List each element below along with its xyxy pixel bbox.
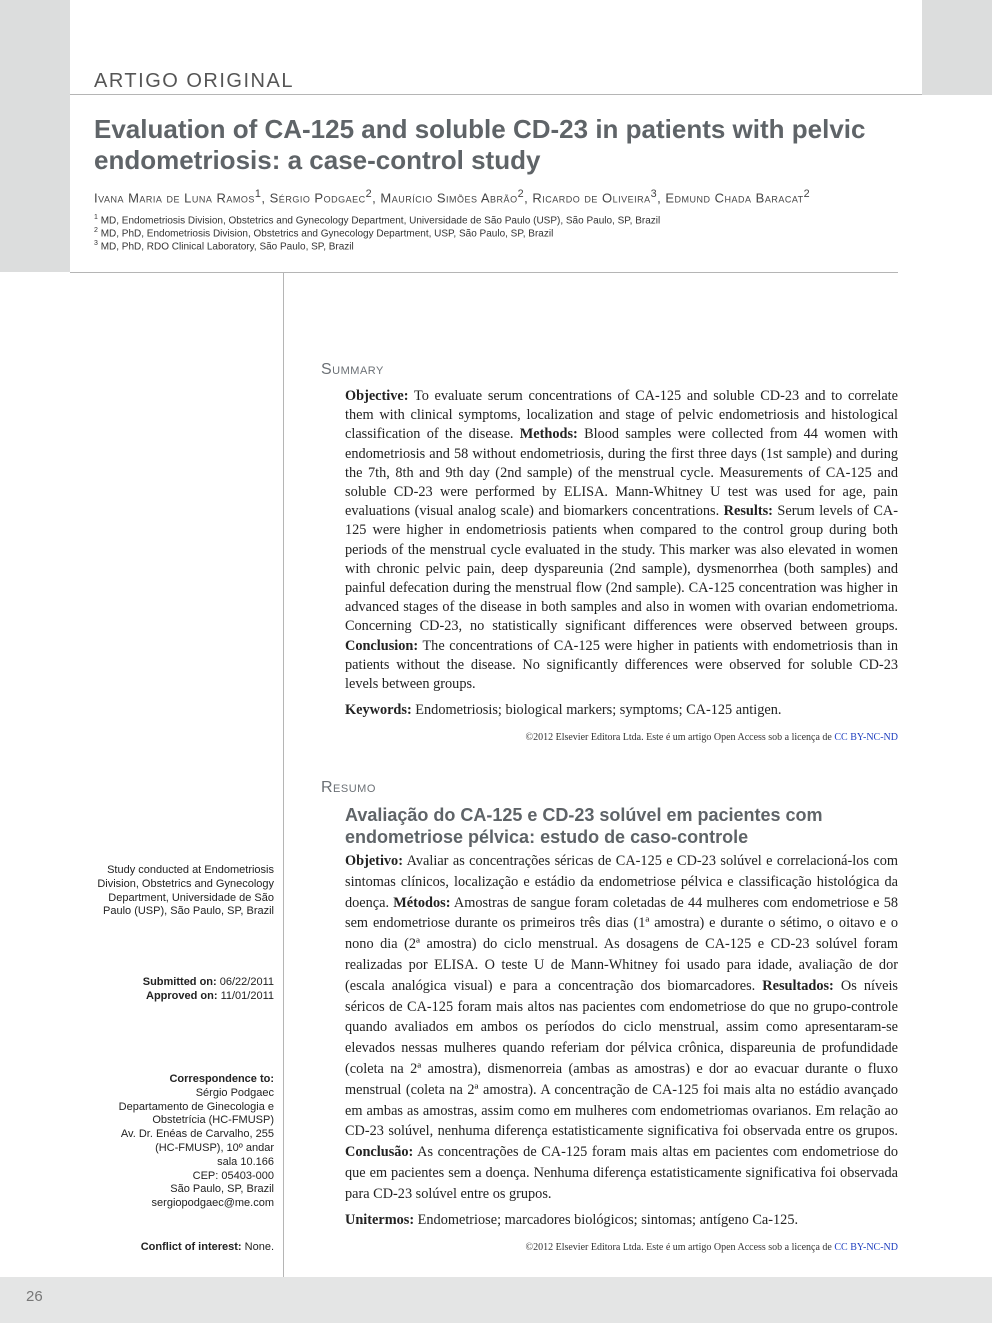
affiliation bbox=[94, 240, 354, 252]
article-title: Evaluation of CA-125 and soluble CD-23 in patients with pelvic endometriosis: a case-control study bbox=[94, 114, 866, 175]
affiliation-text: MD, PhD, Endometriosis Division, Obstetrics and Gynecology Department, USP, São Paulo, SP, Brazil bbox=[100, 228, 554, 240]
submitted-value: 06/22/2011 bbox=[219, 976, 274, 988]
author-sup: 2 bbox=[803, 188, 811, 200]
author-name: Sérgio Podgaec bbox=[269, 190, 366, 206]
approved-value: 11/01/2011 bbox=[220, 990, 274, 1002]
correspondence-line: CEP: 05403-000 bbox=[192, 1169, 274, 1182]
summary-objective-label: Objective: bbox=[345, 388, 409, 404]
summary-keywords bbox=[345, 702, 898, 719]
summary-keywords-text: Endometriosis; biological markers; symptoms; CA-125 antigen. bbox=[415, 702, 782, 718]
summary-heading: Summary bbox=[321, 361, 384, 378]
affiliation-sup: 2 bbox=[94, 227, 98, 234]
author-sup: 1 bbox=[254, 188, 262, 200]
author-sup: 2 bbox=[365, 188, 373, 200]
copyright-text: ©2012 Elsevier Editora Ltda. Este é um artigo Open Access sob a licença de bbox=[525, 1242, 835, 1253]
page-number: 26 bbox=[26, 1288, 43, 1305]
column-divider bbox=[283, 273, 284, 1277]
resumo-keywords bbox=[345, 1212, 898, 1229]
affiliation-text: MD, Endometriosis Division, Obstetrics and Gynecology Department, Universidade de São Paulo (USP), São Paulo, SP, Brazil bbox=[100, 215, 661, 227]
resumo-heading: Resumo bbox=[321, 779, 376, 796]
summary-keywords-label: Keywords: bbox=[345, 702, 412, 718]
author-sup: 2 bbox=[517, 188, 525, 200]
approved-date bbox=[88, 990, 274, 1004]
header-band-left bbox=[0, 0, 70, 272]
correspondence-email[interactable]: sergiopodgaec@me.com bbox=[151, 1197, 274, 1210]
resumo-keywords-label: Unitermos: bbox=[345, 1212, 415, 1228]
copyright-text: ©2012 Elsevier Editora Ltda. Este é um artigo Open Access sob a licença de bbox=[525, 732, 835, 743]
correspondence-line: sala 10.166 bbox=[217, 1155, 274, 1168]
submitted-date bbox=[88, 976, 274, 990]
resumo-body bbox=[345, 851, 898, 1205]
resumo-copyright bbox=[345, 1242, 898, 1253]
conflict-of-interest bbox=[88, 1241, 274, 1255]
section-rule bbox=[70, 272, 898, 273]
author-sup: 3 bbox=[650, 188, 658, 200]
section-label: ARTIGO ORIGINAL bbox=[94, 70, 294, 92]
header-band-right bbox=[922, 0, 992, 95]
author-name: Ivana Maria de Luna Ramos bbox=[94, 190, 255, 206]
resumo-results: Os níveis séricos de CA-125 foram mais altos nas pacientes com endometriose do que no grupo-controle quando avaliados em ambos os períodos do ciclo menstrual, assim como apresentaram-se elevados nessas mulheres quando referiam dor pélvica crônica, dispareunia de profundidade (coleta na 2ª amostra), dismenorreia (ambas as amostras) e dor ao evacuar durante o fluxo menstrual (coleta na 2ª amostra). A concentração de CA-125 foi mais alta no estádio avançado em ambas as amostras, assim como em mulheres com endometriomas ovarianos. Em relação ao CD-23 solúvel, nenhuma diferença estatisticamente significativa foi observada entre os grupos. bbox=[345, 977, 898, 1140]
conflict-label: Conflict of interest: bbox=[140, 1241, 242, 1253]
footer-band bbox=[0, 1277, 992, 1323]
resumo-objective-label: Objetivo: bbox=[345, 853, 403, 869]
summary-results: Serum levels of CA-125 were higher in endometriosis patients when compared to the control group during both periods of the menstrual cycle evaluated in the study. This marker was also elevated in women with chronic pelvic pain, deep dyspareunia (2nd sample), dysmenorrhea (both samples) and painful defecation during the menstrual flow (2nd sample). CA-125 concentration was higher in advanced stages of the disease in both samples and also in women with ovarian endometrioma. Concerning CD-23, no statistically significant differences were observed between groups. bbox=[345, 503, 899, 635]
approved-label: Approved on: bbox=[146, 990, 218, 1002]
affiliation-sup: 3 bbox=[94, 240, 98, 247]
conflict-value: None. bbox=[244, 1241, 274, 1253]
affiliation bbox=[94, 214, 660, 226]
summary-body bbox=[345, 387, 898, 694]
resumo-keywords-text: Endometriose; marcadores biológicos; sintomas; antígeno Ca-125. bbox=[417, 1212, 799, 1228]
affiliation-text: MD, PhD, RDO Clinical Laboratory, São Paulo, SP, Brazil bbox=[100, 241, 354, 253]
summary-results-label: Results: bbox=[723, 503, 773, 520]
study-note: Study conducted at Endometriosis Division, Obstetrics and Gynecology Department, Universidade de São Paulo (USP), São Paulo, SP, Brazil bbox=[97, 864, 274, 918]
correspondence-line: São Paulo, SP, Brazil bbox=[170, 1183, 274, 1196]
author-list: Ivana Maria de Luna Ramos$^1$, Sérgio Podgaec$^2$, Maurício Simões Abrão$^2$, Ricardo de Oliveira$^3$, Edmund Chada Baracat$^2$ bbox=[94, 188, 811, 206]
author-name: Maurício Simões Abrão bbox=[380, 190, 518, 206]
resumo-methods: Amostras de sangue foram coletadas de 44 mulheres com endometriose e 58 sem endometriose durante os primeiros três dias (1ª amostra) e durante o sétimo, o oitavo e o nono dia (2ª amostra) do ciclo menstrual. As dosagens de CA-125 e CD-23 solúvel foram realizadas por ELISA. O teste U de Mann-Whitney foi usado para idade, avaliação de dor (escala analógica visual) e para a concentração dos biomarcadores. bbox=[345, 894, 898, 994]
resumo-objective: Avaliar as concentrações séricas de CA-125 e CD-23 solúvel e correlacioná-los com sintomas clínicos, localização e estádio da endometriose pélvica e classificação histológica da doença. bbox=[345, 853, 898, 911]
resumo-methods-label: Métodos: bbox=[393, 894, 451, 911]
affiliation bbox=[94, 227, 553, 239]
author-name: Ricardo de Oliveira bbox=[532, 190, 651, 206]
resumo-conclusion: As concentrações de CA-125 foram mais altas em pacientes com endometriose do que em pacientes sem a doença. Nenhuma diferença estatisticamente significativa foi observada para CD-23 solúvel entre os grupos. bbox=[345, 1144, 898, 1202]
header-rule bbox=[70, 94, 922, 95]
license-link[interactable]: CC BY-NC-ND bbox=[834, 732, 898, 743]
license-link[interactable]: CC BY-NC-ND bbox=[834, 1242, 898, 1253]
resumo-conclusion-label: Conclusão: bbox=[345, 1144, 414, 1161]
summary-methods-label: Methods: bbox=[519, 426, 578, 443]
correspondence-line: (HC-FMUSP), 10º andar bbox=[155, 1141, 274, 1154]
author-name: Edmund Chada Baracat bbox=[665, 190, 804, 206]
correspondence-line: Av. Dr. Enéas de Carvalho, 255 bbox=[120, 1128, 274, 1141]
resumo-title: Avaliação do CA-125 e CD-23 solúvel em pacientes com endometriose pélvica: estudo de caso-controle bbox=[345, 805, 823, 847]
affiliation-sup: 1 bbox=[94, 214, 98, 221]
summary-conclusion: The concentrations of CA-125 were higher in patients with endometriosis than in patients without the disease. No significantly differences were observed for soluble CD-23 levels between groups. bbox=[345, 637, 898, 693]
summary-methods: Blood samples were collected from 44 women with endometriosis and 58 without endometriosis, during the first three days (1st sample) and during the 7th, 8th and 9th day (2nd sample) of the menstrual cycle. Measurements of CA-125 and soluble CD-23 were performed by ELISA. Mann-Whitney U test was used for age, pain evaluations (visual analog scale) and biomarkers concentrations. bbox=[345, 426, 899, 520]
summary-objective: To evaluate serum concentrations of CA-125 and soluble CD-23 and to correlate them with clinical symptoms, localization and stage of pelvic endometriosis and histological classification of the disease. bbox=[345, 388, 898, 443]
resumo-results-label: Resultados: bbox=[762, 977, 834, 994]
correspondence-line: Departamento de Ginecologia e bbox=[118, 1100, 274, 1113]
summary-conclusion-label: Conclusion: bbox=[345, 637, 419, 654]
submitted-label: Submitted on: bbox=[142, 976, 217, 988]
correspondence bbox=[88, 1073, 274, 1211]
summary-copyright bbox=[345, 732, 898, 743]
correspondence-label: Correspondence to: bbox=[169, 1073, 274, 1085]
correspondence-line: Obstetrícia (HC-FMUSP) bbox=[152, 1114, 274, 1127]
correspondence-line: Sérgio Podgaec bbox=[195, 1086, 274, 1099]
